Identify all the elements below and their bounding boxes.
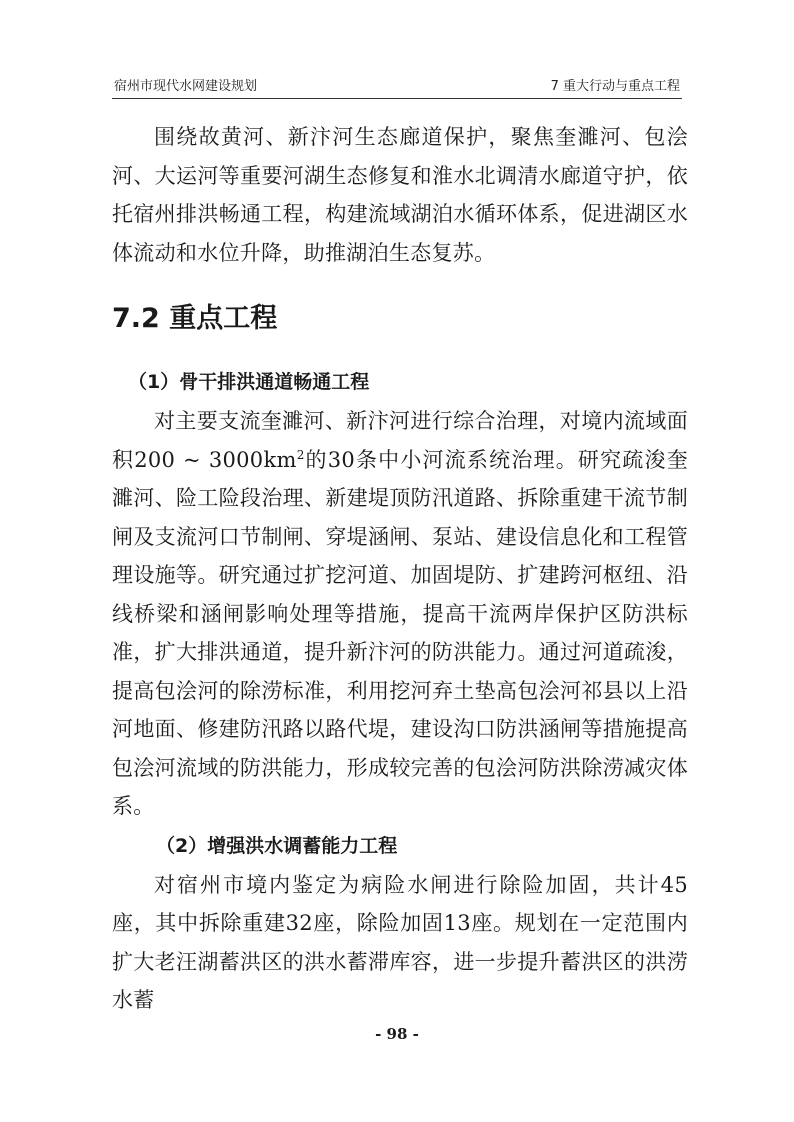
subsection-heading-2: （2）增强洪水调蓄能力工程 <box>156 834 398 857</box>
paragraph-text-part-a: 对主要支流奎濉河、新汴河进行综合治理，对境内流域面积200 ~ 3000km <box>112 409 688 472</box>
superscript-exponent: 2 <box>296 447 305 462</box>
paragraph-text-part-b: 的30条中小河流系统治理。研究疏浚奎濉河、险工险段治理、新建堤顶防汛道路、拆除重建干流节制闸及支流河口节制闸、穿堤涵闸、泵站、建设信息化和工程管理设施等。研究通过扩挖河道、加固堤防、扩建跨河枢纽、沿线桥梁和涵闸影响处理等措施，提高干流两岸保护区防洪标准，扩大排洪通道，提升新汴河的防洪能力。通过河道疏浚，提高包浍河的除涝标准，利用挖河弃土垫高包浍河祁县以上沿河地面、修建防汛路以路代堤，建设沟口防洪涵闸等措施提高包浍河流域的防洪能力，形成较完善的包浍河防洪除涝减灾体系。 <box>112 447 688 818</box>
subsection-1-paragraph <box>112 402 688 826</box>
subsection-2-paragraph: 对宿州市境内鉴定为病险水闸进行除险加固，共计45座，其中拆除重建32座，除险加固13座。规划在一定范围内扩大老汪湖蓄洪区的洪水蓄滞库容，进一步提升蓄洪区的洪涝水蓄 <box>112 872 688 1012</box>
section-heading: 7.2 重点工程 <box>112 303 278 334</box>
header-document-title: 宿州市现代水网建设规划 <box>114 79 258 94</box>
page-number: - 98 - <box>375 1025 419 1043</box>
header-chapter-title: 7 重大行动与重点工程 <box>550 79 680 94</box>
page-body <box>112 118 688 1020</box>
intro-paragraph: 围绕故黄河、新汴河生态廊道保护，聚焦奎濉河、包浍河、大运河等重要河湖生态修复和淮水北调清水廊道守护，依托宿州排洪畅通工程，构建流域湖泊水循环体系，促进湖区水体流动和水位升降，助推湖泊生态复苏。 <box>112 125 688 265</box>
subsection-heading-1: （1）骨干排洪通道畅通工程 <box>128 371 370 393</box>
page-header <box>112 72 682 99</box>
